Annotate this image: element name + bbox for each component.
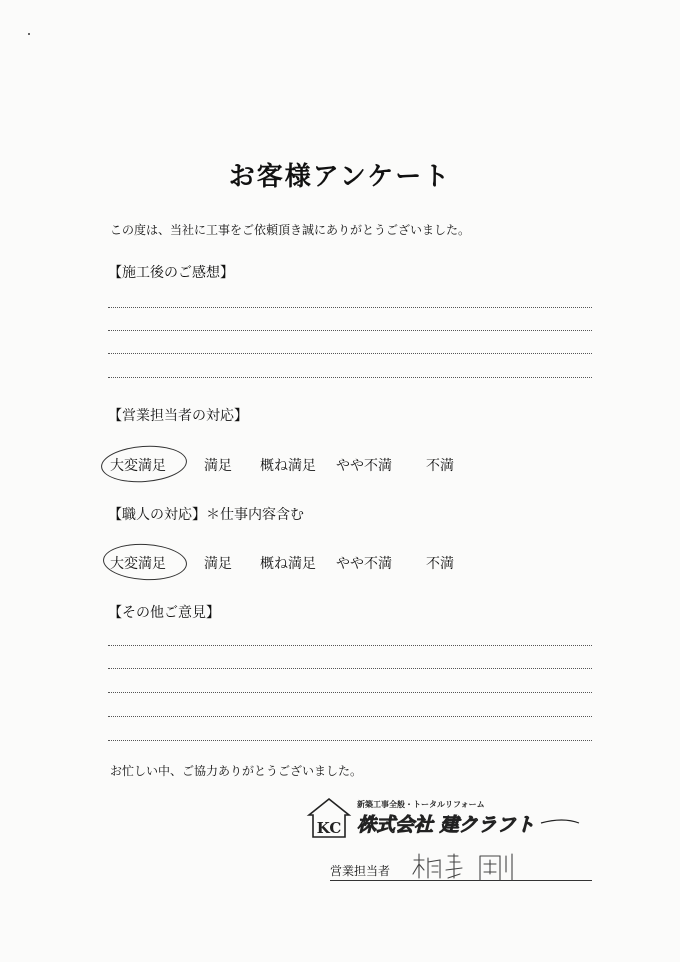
closing-text: お忙しい中、ご協力ありがとうございました。 — [110, 764, 363, 778]
impressions-line-1 — [108, 307, 592, 308]
rating-option[interactable]: 満足 — [204, 556, 232, 572]
other-line-4 — [108, 716, 592, 717]
impressions-line-3 — [108, 353, 592, 354]
logo-tagline: 新築工事全般・トータルリフォーム — [357, 800, 485, 809]
rating-option[interactable]: 大変満足 — [110, 458, 166, 474]
company-logo — [305, 793, 585, 843]
rating-option[interactable]: 概ね満足 — [260, 458, 316, 474]
rating-option[interactable]: やや不満 — [336, 458, 392, 474]
scan-speck — [28, 33, 30, 35]
rating-option[interactable]: 大変満足 — [110, 556, 166, 572]
other-line-5 — [108, 740, 592, 741]
handwritten-signature — [410, 850, 520, 884]
intro-text: この度は、当社に工事をご依頼頂き誠にありがとうございました。 — [110, 223, 471, 237]
logo-swoosh — [541, 820, 579, 823]
rating-option[interactable]: 満足 — [204, 458, 232, 474]
other-line-1 — [108, 645, 592, 646]
page-title: お客様アンケート — [228, 162, 452, 192]
logo-mark: KC — [316, 819, 342, 837]
rating-option[interactable]: 不満 — [426, 556, 454, 572]
other-line-2 — [108, 668, 592, 669]
impressions-line-4 — [108, 377, 592, 378]
rating-option[interactable]: 不満 — [426, 458, 454, 474]
craftsman-response-heading: 【職人の対応】＊仕事内容含む — [108, 507, 304, 523]
other-opinions-heading: 【その他ご意見】 — [108, 605, 220, 621]
impressions-heading: 【施工後のご感想】 — [108, 265, 234, 281]
rating-option[interactable]: 概ね満足 — [260, 556, 316, 572]
impressions-line-2 — [108, 330, 592, 331]
representative-label: 営業担当者 — [330, 864, 391, 878]
rating-option[interactable]: やや不満 — [336, 556, 392, 572]
logo-company: 株式会社 建クラフト — [357, 814, 535, 836]
sales-response-heading: 【営業担当者の対応】 — [108, 408, 248, 424]
other-line-3 — [108, 692, 592, 693]
